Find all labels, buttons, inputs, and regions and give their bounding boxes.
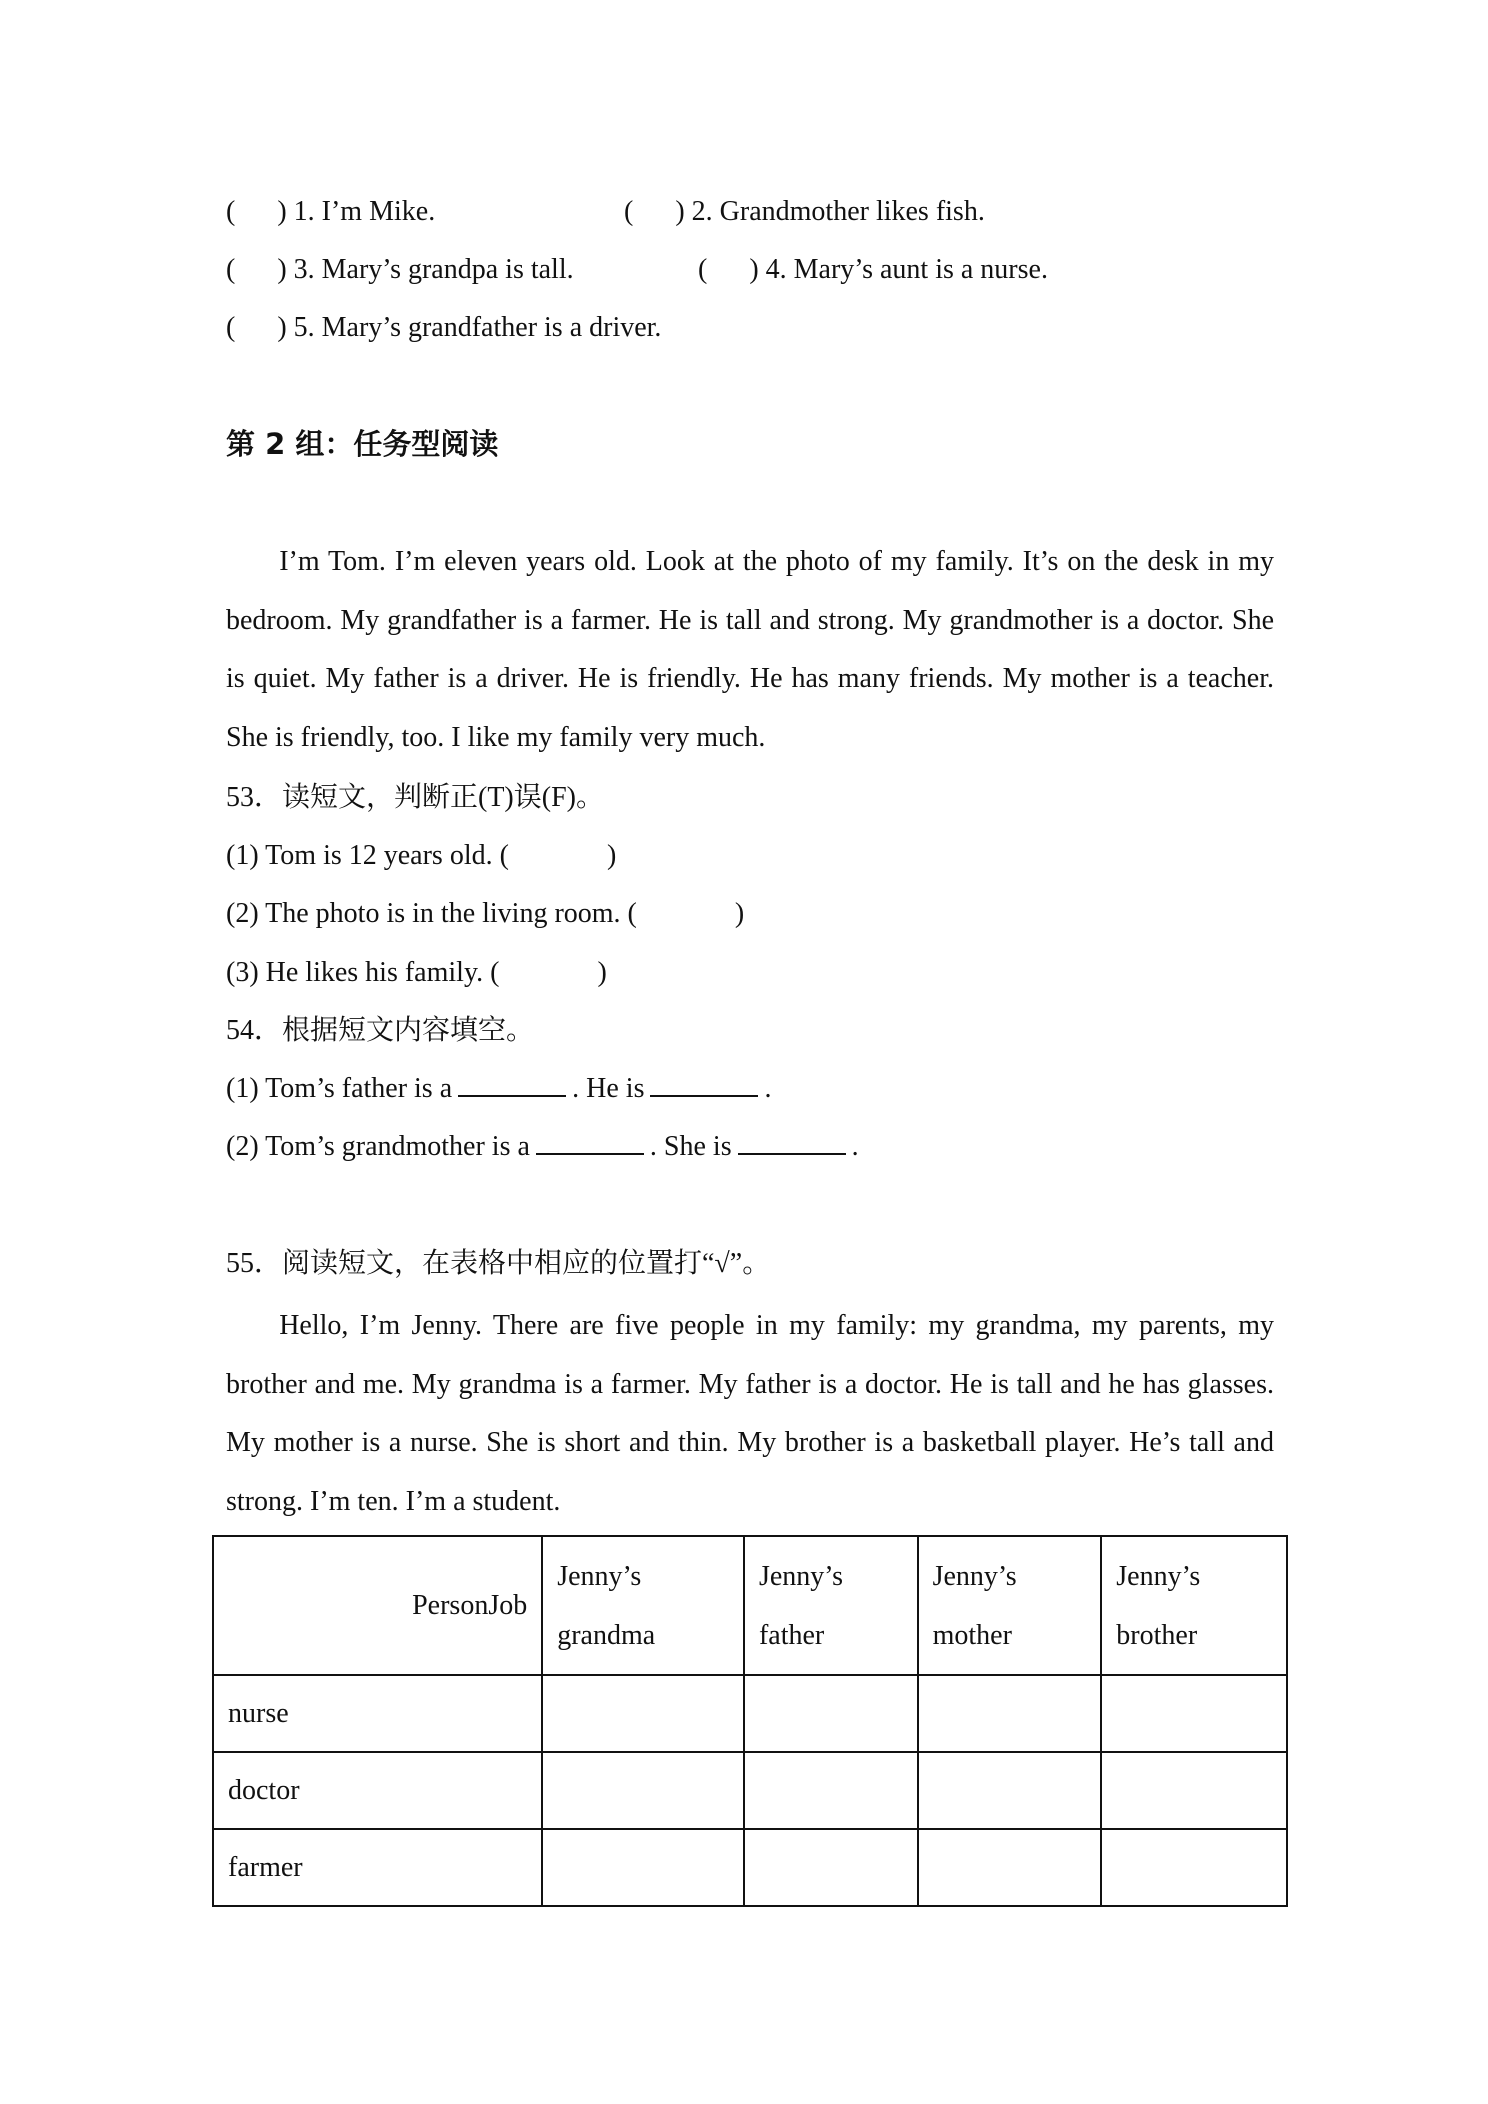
q54-item-1 <box>226 1071 771 1107</box>
q53-close: ) <box>734 898 745 929</box>
q53-item-3 <box>226 955 607 991</box>
answer-blank[interactable] <box>650 1073 758 1097</box>
tf-item-1: ( ) 1. I’m Mike. <box>226 196 436 227</box>
table-row <box>213 1829 1287 1906</box>
q53-prompt: 53．读短文，判断正(T)误(F)。 <box>226 782 604 813</box>
tf-item-num: 1. <box>293 196 315 227</box>
q54-text-b: . He is <box>572 1073 645 1104</box>
table-cell[interactable] <box>542 1829 744 1906</box>
tf-item-text: Mary’s aunt is a nurse. <box>793 254 1048 285</box>
q54-text-a: (2) Tom’s grandmother is a <box>226 1131 530 1162</box>
table-corner-header: PersonJob <box>213 1536 542 1675</box>
q53-item-text: (1) Tom is 12 years old. ( <box>226 840 509 871</box>
table-cell[interactable] <box>542 1752 744 1829</box>
table-row-label: doctor <box>213 1752 542 1829</box>
tf-item-text: Mary’s grandpa is tall. <box>321 254 574 285</box>
table-row-label: farmer <box>213 1829 542 1906</box>
tf-item-4: ( ) 4. Mary’s aunt is a nurse. <box>698 254 1048 285</box>
q54-prompt: 54．根据短文内容填空。 <box>226 1015 535 1046</box>
table-cell[interactable] <box>744 1829 918 1906</box>
tf-item-text: Mary’s grandfather is a driver. <box>321 312 662 343</box>
tf-item-num: 2. <box>691 196 713 227</box>
q55-prompt: 55．阅读短文，在表格中相应的位置打“√”。 <box>226 1248 771 1279</box>
table-cell[interactable] <box>918 1752 1102 1829</box>
table-row <box>213 1675 1287 1752</box>
q54-text-c: . <box>851 1131 859 1162</box>
table-cell[interactable] <box>1101 1829 1287 1906</box>
answer-blank[interactable] <box>738 1131 846 1155</box>
q53-close: ) <box>597 957 607 988</box>
tf-item-2: ( ) 2. Grandmother likes fish. <box>624 196 985 227</box>
q53-item-2 <box>226 896 744 932</box>
table-column-header: Jenny’s brother <box>1101 1536 1287 1675</box>
q53-item-1 <box>226 838 616 874</box>
table-column-header: Jenny’s grandma <box>542 1536 744 1675</box>
tf-item-5: ( ) 5. Mary’s grandfather is a driver. <box>226 312 662 343</box>
job-table <box>212 1535 1288 1907</box>
table-cell[interactable] <box>1101 1752 1287 1829</box>
table-cell[interactable] <box>744 1675 918 1752</box>
answer-blank[interactable] <box>536 1131 644 1155</box>
tf-item-num: 4. <box>765 254 787 285</box>
table-cell[interactable] <box>542 1675 744 1752</box>
q53-close: ) <box>606 840 617 871</box>
q54-item-2 <box>226 1129 859 1165</box>
section-heading: 第 2 组：任务型阅读 <box>226 427 499 461</box>
q53-item-text: (2) The photo is in the living room. ( <box>226 898 637 929</box>
passage-tom: I’m Tom. I’m eleven years old. Look at the photo of my family. It’s on the desk in my bedroom. My grandfather is a farmer. He is tall and strong. My grandmother is a doctor. She is quiet. My father is a driver. He is friendly. He has many friends. My mother is a teacher. She is friendly, too. I like my family very much. <box>226 546 1274 754</box>
table-row-label: nurse <box>213 1675 542 1752</box>
table-row <box>213 1752 1287 1829</box>
q54-text-a: (1) Tom’s father is a <box>226 1073 453 1104</box>
table-column-header: Jenny’s father <box>744 1536 918 1675</box>
answer-blank[interactable] <box>458 1073 566 1097</box>
q54-text-c: . <box>764 1073 772 1104</box>
passage-jenny: Hello, I’m Jenny. There are five people in my family: my grandma, my parents, my brother and me. My grandma is a farmer. My father is a doctor. He is tall and he has glasses. My mother is a nurse. She is short and thin. My brother is a basketball player. He’s tall and strong. I’m ten. I’m a student. <box>226 1310 1274 1518</box>
table-header-row <box>213 1536 1287 1675</box>
tf-item-text: Grandmother likes fish. <box>719 196 985 227</box>
table-cell[interactable] <box>744 1752 918 1829</box>
q53-item-text: (3) He likes his family. ( <box>226 957 500 988</box>
table-cell[interactable] <box>918 1675 1102 1752</box>
tf-item-3: ( ) 3. Mary’s grandpa is tall. <box>226 254 574 285</box>
table-cell[interactable] <box>918 1829 1102 1906</box>
tf-item-num: 3. <box>293 254 315 285</box>
tf-item-num: 5. <box>293 312 315 343</box>
table-column-header: Jenny’s mother <box>918 1536 1102 1675</box>
table-cell[interactable] <box>1101 1675 1287 1752</box>
tf-item-text: I’m Mike. <box>321 196 436 227</box>
q54-text-b: . She is <box>649 1131 732 1162</box>
